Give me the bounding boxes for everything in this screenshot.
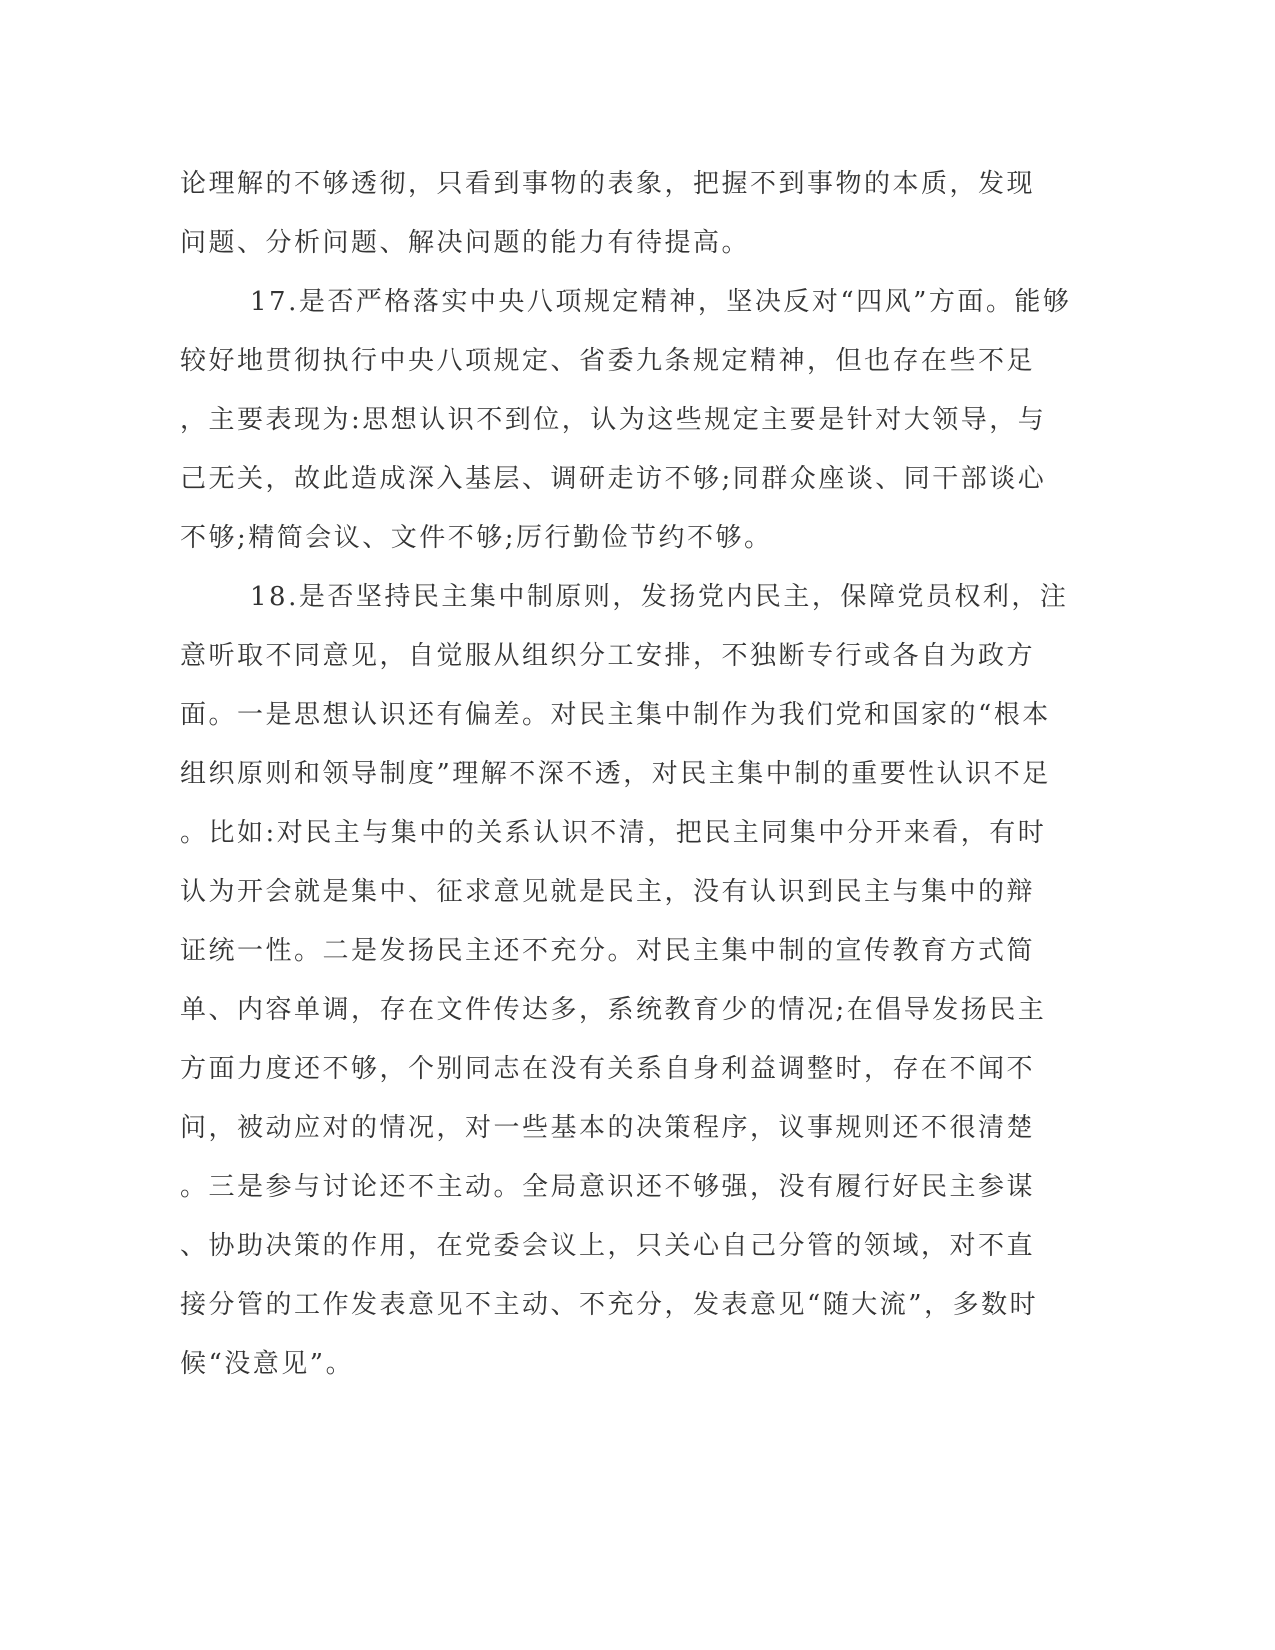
text-line: 问题、分析问题、解决问题的能力有待提高。	[180, 228, 751, 258]
text-line: 单、内容单调，存在文件传达多，系统教育少的情况;在倡导发扬民主	[180, 995, 1047, 1025]
text-line: 。三是参与讨论还不主动。全局意识还不够强，没有履行好民主参谋	[180, 1172, 1036, 1202]
body-text	[180, 155, 1072, 1394]
text-line: 己无关，故此造成深入基层、调研走访不够;同群众座谈、同干部谈心	[180, 464, 1047, 494]
text-line: 候“没意见”。	[180, 1349, 355, 1379]
text-line: 认为开会就是集中、征求意见就是民主，没有认识到民主与集中的辩	[180, 877, 1036, 907]
text-line: 面。一是思想认识还有偏差。对民主集中制作为我们党和国家的“根本	[180, 700, 1051, 730]
text-line: ，主要表现为:思想认识不到位，认为这些规定主要是针对大领导，与	[180, 405, 1047, 435]
text-line: 、协助决策的作用，在党委会议上，只关心自己分管的领域，对不直	[180, 1231, 1036, 1261]
text-line: 较好地贯彻执行中央八项规定、省委九条规定精神，但也存在些不足	[180, 346, 1036, 376]
text-line: 意听取不同意见，自觉服从组织分工安排，不独断专行或各自为政方	[180, 641, 1036, 671]
text-line: 。比如:对民主与集中的关系认识不清，把民主同集中分开来看，有时	[180, 818, 1047, 848]
text-line: 方面力度还不够，个别同志在没有关系自身利益调整时，存在不闻不	[180, 1054, 1036, 1084]
text-line: 证统一性。二是发扬民主还不充分。对民主集中制的宣传教育方式简	[180, 936, 1036, 966]
text-line-item-18: 18.是否坚持民主集中制原则，发扬党内民主，保障党员权利，注	[250, 582, 1069, 612]
text-line: 问，被动应对的情况，对一些基本的决策程序，议事规则还不很清楚	[180, 1113, 1036, 1143]
text-line: 接分管的工作发表意见不主动、不充分，发表意见“随大流”，多数时	[180, 1290, 1039, 1320]
text-line: 论理解的不够透彻，只看到事物的表象，把握不到事物的本质，发现	[180, 169, 1036, 199]
text-line-item-17: 17.是否严格落实中央八项规定精神，坚决反对“四风”方面。能够	[250, 287, 1072, 317]
text-line: 不够;精简会议、文件不够;厉行勤俭节约不够。	[180, 523, 773, 553]
text-line: 组织原则和领导制度”理解不深不透，对民主集中制的重要性认识不足	[180, 759, 1051, 789]
